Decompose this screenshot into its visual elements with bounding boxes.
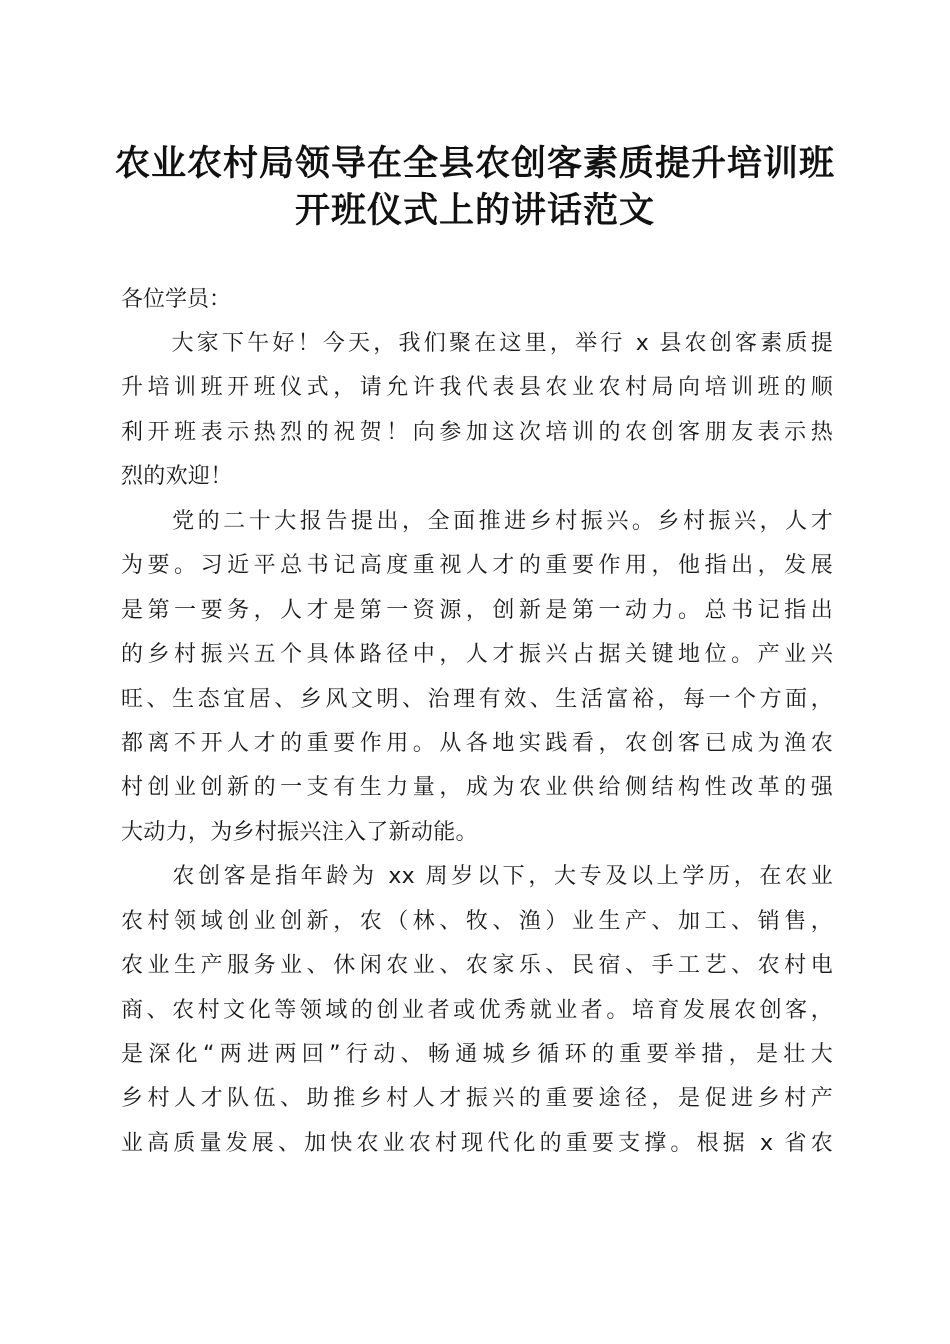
salutation: 各位学员：: [121, 287, 232, 312]
paragraph-line: 大动力，为乡村振兴注入了新动能。: [121, 819, 478, 845]
paragraph-line: 升培训班开班仪式，请允许我代表县农业农村局向培训班的顺: [121, 375, 833, 401]
paragraph-1: [121, 326, 833, 504]
paragraph-line: 是深化“两进两回”行动、畅通城乡循环的重要举措，是壮大: [121, 1042, 833, 1067]
paragraph-2: [121, 504, 833, 860]
paragraph-line: 大家下午好！今天，我们聚在这里，举行 x 县农创客素质提: [121, 331, 833, 356]
paragraph-line: 村创业创新的一支有生力量，成为农业供给侧结构性改革的强: [121, 775, 833, 801]
paragraph-line: 业高质量发展、加快农业农村现代化的重要支撑。根据 x 省农: [121, 1130, 833, 1156]
paragraph-line: 党的二十大报告提出，全面推进乡村振兴。乡村振兴，人才: [121, 508, 833, 534]
paragraph-line: 商、农村文化等领域的创业者或优秀就业者。培育发展农创客，: [121, 997, 833, 1023]
document-title-line-1: 农业农村局领导在全县农创客素质提升培训班: [114, 143, 835, 184]
paragraph-line: 乡村人才队伍、助推乡村人才振兴的重要途径，是促进乡村产: [121, 1086, 833, 1112]
paragraph-line: 都离不开人才的重要作用。从各地实践看，农创客已成为渔农: [121, 730, 833, 756]
document-title-line-2: 开班仪式上的讲话范文: [294, 190, 655, 231]
paragraph-line: 的乡村振兴五个具体路径中，人才振兴占据关键地位。产业兴: [121, 642, 833, 668]
document-body: [121, 282, 833, 1170]
paragraph-line: 农村领域创业创新，农（林、牧、渔）业生产、加工、销售，: [121, 908, 833, 934]
paragraph-line: 旺、生态宜居、乡风文明、治理有效、生活富裕，每一个方面，: [121, 686, 833, 712]
paragraph-line: 农创客是指年龄为 xx 周岁以下，大专及以上学历，在农业: [121, 864, 833, 890]
paragraph-line: 利开班表示热烈的祝贺！向参加这次培训的农创客朋友表示热: [121, 419, 833, 445]
paragraph-line: 烈的欢迎！: [121, 464, 233, 490]
paragraph-line: 是第一要务，人才是第一资源，创新是第一动力。总书记指出: [121, 597, 833, 623]
paragraph-line: 为要。习近平总书记高度重视人才的重要作用，他指出，发展: [121, 553, 833, 579]
paragraph-3: [121, 859, 833, 1170]
paragraph-line: 农业生产服务业、休闲农业、农家乐、民宿、手工艺、农村电: [121, 953, 833, 979]
